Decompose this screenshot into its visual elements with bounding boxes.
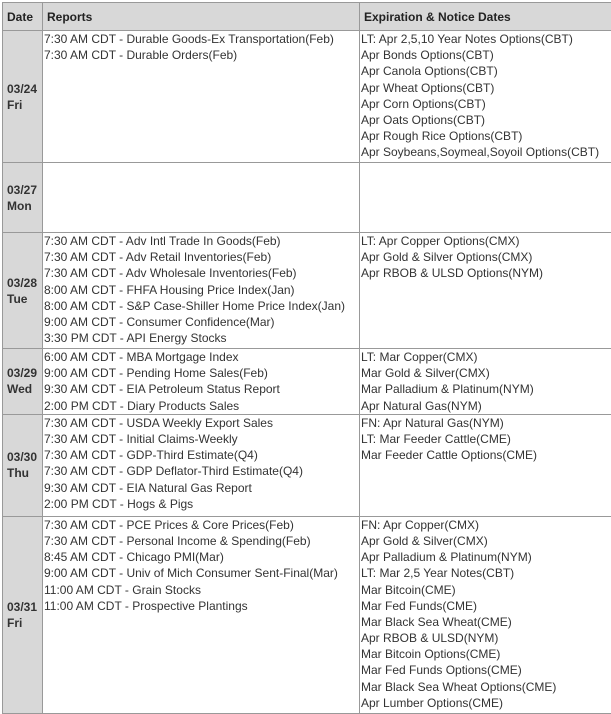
report-item: 7:30 AM CDT - Durable Goods-Ex Transportation(Feb) [44,31,358,47]
weekday-label: Fri [7,615,38,631]
report-item: 8:45 AM CDT - Chicago PMI(Mar) [44,549,358,565]
date-label: 03/31 [7,599,38,615]
notices-cell [360,414,611,516]
weekday-label: Mon [7,198,38,214]
reports-cell [43,233,360,349]
weekday-label: Wed [7,381,38,397]
notice-item: Apr RBOB & ULSD Options(NYM) [361,265,610,281]
date-label: 03/30 [7,449,38,465]
table-row [3,349,611,415]
report-item: 7:30 AM CDT - PCE Prices & Core Prices(Feb) [44,517,358,533]
report-item: 7:30 AM CDT - USDA Weekly Export Sales [44,415,358,431]
notices-cell [360,233,611,349]
reports-cell [43,516,360,713]
date-cell [3,516,43,713]
notice-item: Apr Canola Options(CBT) [361,63,610,79]
notice-item: Mar Gold & Silver(CMX) [361,365,610,381]
table-row [3,414,611,516]
notice-item: Apr Gold & Silver(CMX) [361,533,610,549]
report-item: 8:00 AM CDT - S&P Case-Shiller Home Price Index(Jan) [44,298,358,314]
notice-item: Apr Gold & Silver Options(CMX) [361,249,610,265]
report-item: 9:30 AM CDT - EIA Petroleum Status Report [44,381,358,397]
notice-item: Mar Palladium & Platinum(NYM) [361,381,610,397]
table-row [3,31,611,163]
reports-cell [43,349,360,415]
notice-item: Apr RBOB & ULSD(NYM) [361,630,610,646]
weekday-label: Thu [7,465,38,481]
weekday-label: Fri [7,97,38,113]
notice-item: Apr Natural Gas(NYM) [361,398,610,414]
report-item: 7:30 AM CDT - Personal Income & Spending(Feb) [44,533,358,549]
notice-item: LT: Apr 2,5,10 Year Notes Options(CBT) [361,31,610,47]
report-item: 7:30 AM CDT - GDP-Third Estimate(Q4) [44,447,358,463]
reports-cell [43,31,360,163]
report-item: 11:00 AM CDT - Grain Stocks [44,582,358,598]
header-row [3,3,611,31]
report-item: 9:00 AM CDT - Univ of Mich Consumer Sent-Final(Mar) [44,565,358,581]
report-item: 11:00 AM CDT - Prospective Plantings [44,598,358,614]
notice-item: Apr Rough Rice Options(CBT) [361,128,610,144]
table-row [3,163,611,233]
notice-item: Apr Oats Options(CBT) [361,112,610,128]
date-cell [3,349,43,415]
notice-item: Mar Fed Funds Options(CME) [361,662,610,678]
report-item: 7:30 AM CDT - Adv Wholesale Inventories(Feb) [44,265,358,281]
report-item: 7:30 AM CDT - Adv Intl Trade In Goods(Feb) [44,233,358,249]
date-label: 03/27 [7,182,38,198]
date-label: 03/24 [7,81,38,97]
table-row [3,233,611,349]
date-column-header: Date [3,3,43,31]
reports-cell [43,414,360,516]
report-item: 7:30 AM CDT - Adv Retail Inventories(Feb) [44,249,358,265]
notice-item: LT: Mar Feeder Cattle(CME) [361,431,610,447]
report-item: 7:30 AM CDT - Initial Claims-Weekly [44,431,358,447]
weekday-label: Tue [7,291,38,307]
date-cell [3,163,43,233]
notice-item: Mar Bitcoin Options(CME) [361,646,610,662]
notice-item: LT: Mar 2,5 Year Notes(CBT) [361,565,610,581]
expiration-column-header: Expiration & Notice Dates [360,3,611,31]
notices-cell [360,516,611,713]
notices-cell [360,163,611,233]
report-item: 7:30 AM CDT - GDP Deflator-Third Estimate(Q4) [44,463,358,479]
notice-item: LT: Mar Copper(CMX) [361,349,610,365]
notice-item: Apr Soybeans,Soymeal,Soyoil Options(CBT) [361,144,610,160]
notice-item: Apr Bonds Options(CBT) [361,47,610,63]
report-item: 9:30 AM CDT - EIA Natural Gas Report [44,480,358,496]
notice-item: Mar Feeder Cattle Options(CME) [361,447,610,463]
report-item: 6:00 AM CDT - MBA Mortgage Index [44,349,358,365]
notices-cell [360,31,611,163]
date-label: 03/28 [7,275,38,291]
notice-item: FN: Apr Natural Gas(NYM) [361,415,610,431]
report-item: 2:00 PM CDT - Hogs & Pigs [44,496,358,512]
notice-item: Apr Palladium & Platinum(NYM) [361,549,610,565]
notice-item: Apr Lumber Options(CME) [361,695,610,711]
notice-item: Mar Fed Funds(CME) [361,598,610,614]
report-item: 9:00 AM CDT - Consumer Confidence(Mar) [44,314,358,330]
report-item: 8:00 AM CDT - FHFA Housing Price Index(Jan) [44,282,358,298]
reports-column-header: Reports [43,3,360,31]
notice-item: Mar Black Sea Wheat Options(CME) [361,679,610,695]
notice-item: Mar Black Sea Wheat(CME) [361,614,610,630]
report-item: 3:30 PM CDT - API Energy Stocks [44,330,358,346]
calendar-table [2,2,611,714]
report-item: 2:00 PM CDT - Diary Products Sales [44,398,358,414]
date-cell [3,414,43,516]
notice-item: Mar Bitcoin(CME) [361,582,610,598]
date-cell [3,31,43,163]
notice-item: Apr Wheat Options(CBT) [361,80,610,96]
date-cell [3,233,43,349]
notices-cell [360,349,611,415]
notice-item: Apr Corn Options(CBT) [361,96,610,112]
report-item: 7:30 AM CDT - Durable Orders(Feb) [44,47,358,63]
table-row [3,516,611,713]
date-label: 03/29 [7,365,38,381]
notice-item: FN: Apr Copper(CMX) [361,517,610,533]
notice-item: LT: Apr Copper Options(CMX) [361,233,610,249]
report-item: 9:00 AM CDT - Pending Home Sales(Feb) [44,365,358,381]
reports-cell [43,163,360,233]
